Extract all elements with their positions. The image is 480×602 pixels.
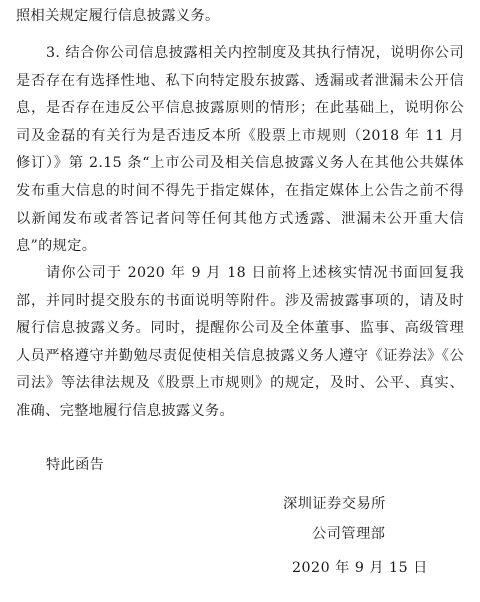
paragraph-continuation: 照相关规定履行信息披露义务。 bbox=[16, 8, 220, 24]
signature-date: 2020 年 9 月 15 日 bbox=[292, 560, 428, 576]
paragraph-item-3: 3. 结合你公司信息披露相关内控制度及其执行情况，说明你公司是否存在有选择性地、私下向特定股东披露、透漏或者泄漏未公开信息，是否存在违反公平信息披露原则的情形；在此基础上，说明你公司及金磊的有关行为是否违反本所《股票上市规则（2018 年 11 月修订）》第 2.15 条“上市公司及相关信息披露义务人在其他公共媒体发布重大信息的时间不得先于指定媒体，在指定媒体上公告之前不得以新闻发布或者答记者问等任何其他方式透露、泄漏未公开重大信息”的规定。 bbox=[16, 45, 464, 255]
signature-organization: 深圳证券交易所 bbox=[283, 496, 386, 512]
paragraph-request: 请你公司于 2020 年 9 月 18 日前将上述核实情况书面回复我部，并同时提交股东的书面说明等附件。涉及需披露事项的，请及时履行信息披露义务。同时，提醒你公司及全体董事、监事、高级管理人员严格遵守并勤勉尽责促使相关信息披露义务人遵守《证券法》《公司法》等法律法规及《股票上市规则》的规定，及时、公平、真实、准确、完整地履行信息披露义务。 bbox=[16, 265, 464, 419]
signature-department: 公司管理部 bbox=[312, 526, 386, 542]
paragraph-closing: 特此函告 bbox=[46, 457, 105, 473]
